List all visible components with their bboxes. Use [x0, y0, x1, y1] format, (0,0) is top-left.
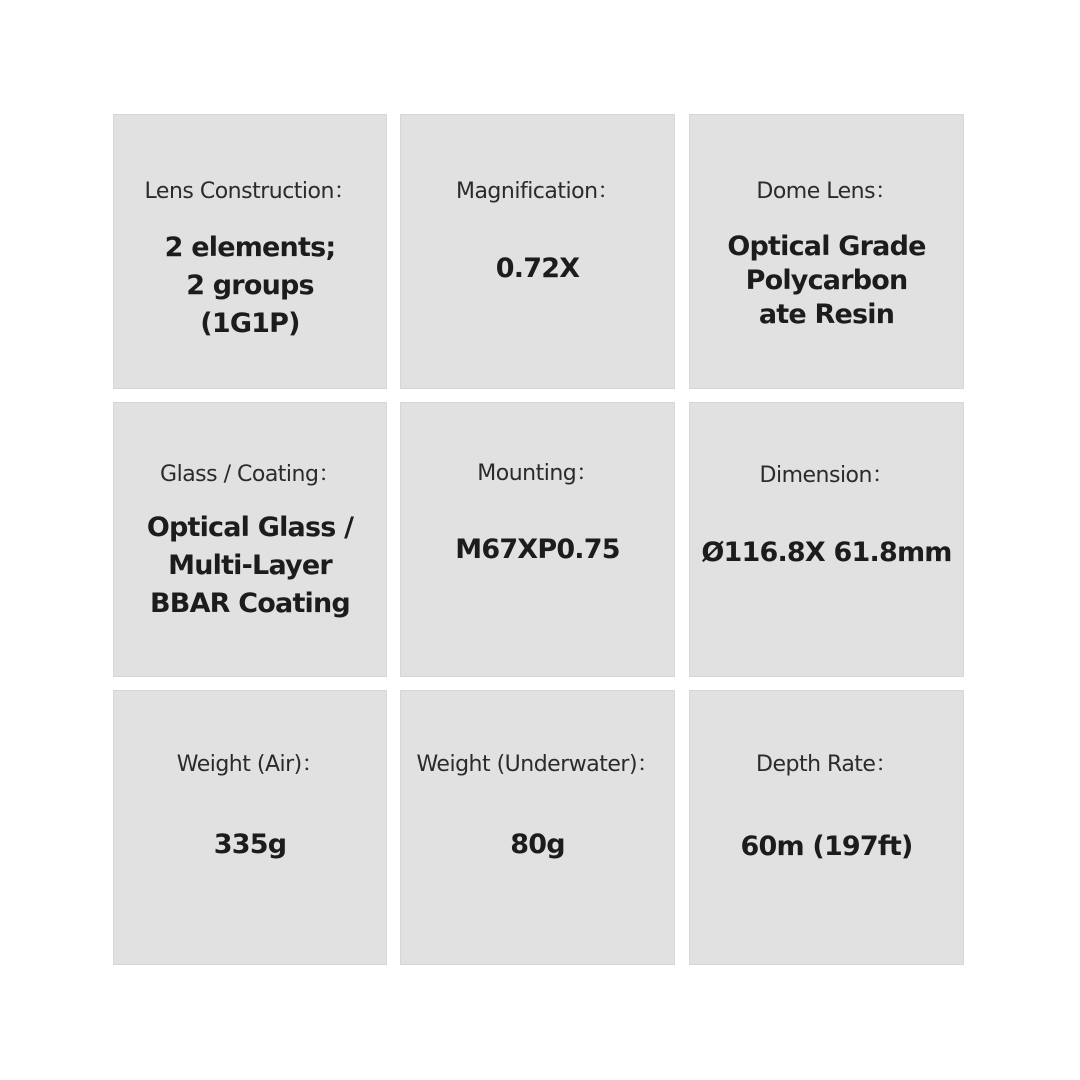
spec-value: [400, 531, 675, 569]
spec-card-lens-construction: [113, 114, 387, 389]
spec-label: Dimension：: [759, 463, 894, 488]
spec-value-line: (1G1P): [200, 308, 300, 339]
spec-label: Weight (Underwater)：: [416, 752, 659, 777]
spec-value: [689, 230, 964, 332]
spec-card-dome-lens: [689, 114, 964, 389]
spec-value-line: Multi-Layer: [168, 550, 332, 581]
spec-value-line: 80g: [510, 829, 565, 860]
spec-card-depth-rate: [689, 690, 964, 965]
spec-value: [400, 250, 675, 288]
spec-value: [400, 826, 675, 864]
spec-card-magnification: [400, 114, 675, 389]
spec-value: [113, 229, 387, 343]
spec-value-line: 2 elements;: [164, 232, 336, 263]
spec-card-glass-coating: [113, 402, 387, 677]
spec-label: Depth Rate：: [756, 752, 897, 777]
spec-card-dimension: [689, 402, 964, 677]
spec-card-weight-underwater: [400, 690, 675, 965]
spec-card-weight-air: [113, 690, 387, 965]
spec-value-line: Ø116.8X 61.8mm: [701, 537, 952, 568]
spec-card-mounting: [400, 402, 675, 677]
spec-value: [113, 826, 387, 864]
spec-label: Lens Construction：: [144, 179, 356, 204]
spec-value: [689, 828, 964, 866]
spec-label: Weight (Air)：: [176, 752, 324, 777]
spec-value-line: 0.72X: [495, 253, 580, 284]
spec-label: Magnification：: [455, 179, 620, 204]
spec-label: Dome Lens：: [756, 179, 897, 204]
spec-value-line: ate Resin: [758, 299, 895, 330]
spec-value: [689, 534, 964, 572]
spec-value: [113, 509, 387, 623]
spec-label: Mounting：: [477, 461, 598, 486]
spec-value-line: BBAR Coating: [150, 588, 350, 619]
spec-value-line: 60m (197ft): [740, 831, 913, 862]
spec-value-line: Polycarbon: [745, 265, 908, 296]
spec-value-line: 335g: [213, 829, 287, 860]
spec-value-line: M67XP0.75: [455, 534, 620, 565]
spec-value-line: Optical Grade: [727, 231, 926, 262]
spec-value-line: 2 groups: [186, 270, 314, 301]
spec-label: Glass / Coating：: [160, 462, 340, 487]
spec-value-line: Optical Glass /: [146, 512, 354, 543]
